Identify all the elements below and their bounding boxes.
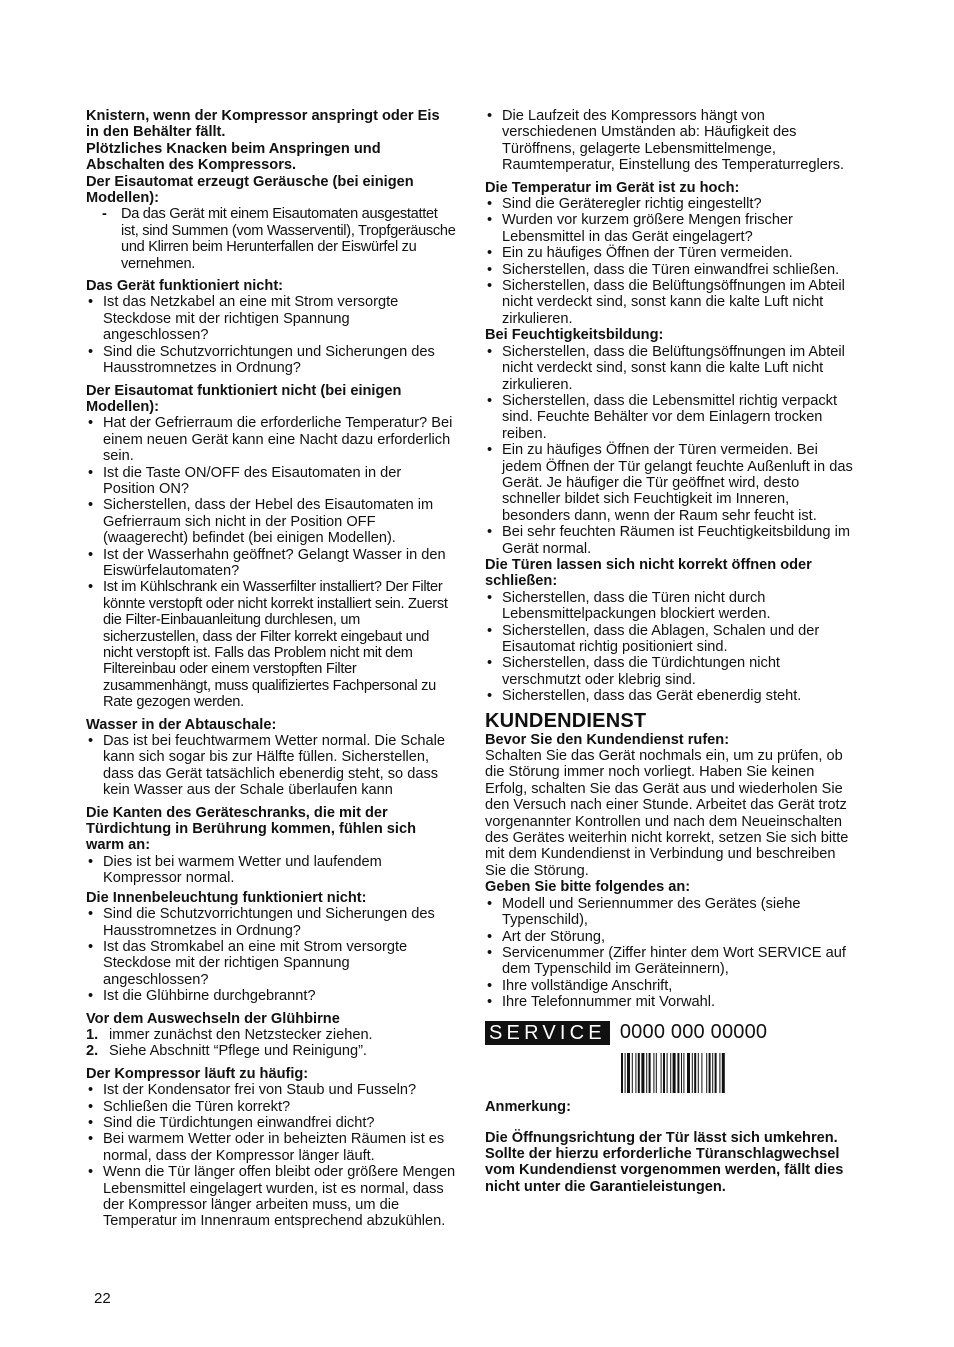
bullet-list xyxy=(485,896,855,1011)
bullet-dot: • xyxy=(88,294,94,311)
list-item: • Wenn die Tür länger offen bleibt oder größere Mengen Lebensmittel eingelagert wurden, ist es normal, dass der Kompressor länger arbeiten muss, um die Temperatur im Innenraum entsprechend abzukühlen. xyxy=(88,1164,456,1230)
list-item: • Ist das Netzkabel an eine mit Strom versorgte Steckdose mit der richtigen Spannung angeschlossen? xyxy=(88,294,399,344)
list-item: • Schließen die Türen korrekt? xyxy=(88,1098,291,1115)
dash-marker: - xyxy=(102,206,107,223)
bullet-list xyxy=(86,415,456,710)
list-item: • Sicherstellen, dass der Hebel des Eisautomaten im Gefrierraum sich nicht in der Position OFF (waagerecht) befindet (bei einigen Modellen). xyxy=(88,497,434,547)
bullet-dot: • xyxy=(487,245,493,262)
list-item: • Sicherstellen, dass die Belüftungsöffnungen im Abteil nicht verdeckt sind, sonst kann die kalte Luft nicht zirkulieren. xyxy=(487,278,845,327)
list-item: • Bei warmem Wetter oder in beheizten Räumen ist es normal, dass der Kompressor länger läuft. xyxy=(88,1131,445,1164)
intro-line: Der Eisautomat erzeugt Geräusche (bei einigen Modellen): xyxy=(86,173,414,207)
note-text: Die Öffnungsrichtung der Tür lässt sich umkehren. Sollte der hierzu erforderliche Türanschlagwechsel vom Kundendienst vorgenommen werden, fällt dies nicht unter die Garantieleistungen. xyxy=(485,1129,844,1195)
bullet-dot: • xyxy=(88,1082,94,1099)
section-heading: Wasser in der Abtauschale: xyxy=(86,716,277,733)
bullet-list xyxy=(485,108,855,174)
numbered-list xyxy=(86,1027,456,1060)
list-item: • Wurden vor kurzem größere Mengen frischer Lebensmittel in das Gerät eingelagert? xyxy=(487,212,793,245)
bullet-dot: • xyxy=(487,944,493,961)
service-number: 0000 000 00000 xyxy=(619,1021,768,1044)
bullet-dot: • xyxy=(487,895,493,912)
list-item: • Sicherstellen, dass die Türen nicht durch Lebensmittelpackungen blockiert werden. xyxy=(487,589,771,623)
section-heading: Die Kanten des Geräteschranks, die mit der Türdichtung in Berührung kommen, fühlen sich warm an: xyxy=(86,804,416,854)
list-item: • Das ist bei feuchtwarmem Wetter normal. Die Schale kann sich sogar bis zur Hälfte füllen. Sicherstellen, dass das Gerät tatsächlich ebenerdig steht, so dass kein Wasser aus der Schale überlaufen kann xyxy=(88,733,445,799)
bullet-list xyxy=(86,906,456,1004)
section-heading: Geben Sie bitte folgendes an: xyxy=(485,879,691,896)
right-column xyxy=(485,108,855,1195)
list-item: • Ist die Glühbirne durchgebrannt? xyxy=(88,988,316,1005)
bullet-dot: • xyxy=(88,906,94,923)
service-title: KUNDENDIENST xyxy=(485,709,647,732)
list-item: • Hat der Gefrierraum die erforderliche Temperatur? Bei einem neuen Gerät kann eine Nacht dazu erforderlich sein. xyxy=(88,415,453,465)
section-heading: Die Temperatur im Gerät ist zu hoch: xyxy=(485,179,740,196)
bullet-dot: • xyxy=(88,1098,94,1115)
bullet-dot: • xyxy=(88,1164,94,1181)
bullet-dot: • xyxy=(487,108,493,124)
list-item: • Sind die Schutzvorrichtungen und Sicherungen des Hausstromnetzes in Ordnung? xyxy=(88,906,435,939)
section-heading: Der Eisautomat funktioniert nicht (bei einigen Modellen): xyxy=(86,382,402,415)
bullet-dot: • xyxy=(88,546,94,563)
bullet-list xyxy=(485,196,855,327)
bullet-dot: • xyxy=(88,733,94,750)
icemaker-noise-list xyxy=(86,206,456,272)
list-item: 2. Siehe Abschnitt “Pflege und Reinigung”. xyxy=(86,1043,367,1060)
bullet-dot: • xyxy=(88,1114,94,1131)
bullet-dot: • xyxy=(487,977,493,994)
list-item: • Sicherstellen, dass die Türen einwandfrei schließen. xyxy=(487,261,840,278)
bullet-dot: • xyxy=(88,853,94,870)
bullet-dot: • xyxy=(88,343,94,360)
bullet-dot: • xyxy=(88,1131,94,1148)
bullet-dot: • xyxy=(487,655,493,672)
list-item: • Ist das Stromkabel an eine mit Strom versorgte Steckdose mit der richtigen Spannung angeschlossen? xyxy=(88,938,408,988)
list-item: • Sicherstellen, dass die Türdichtungen nicht verschmutzt oder klebrig sind. xyxy=(487,655,780,688)
list-item: • Ihre vollständige Anschrift, xyxy=(487,977,673,994)
list-item: • Ihre Telefonnummer mit Vorwahl. xyxy=(487,994,716,1011)
list-item: • Art der Störung, xyxy=(487,928,606,945)
list-item: • Ist die Taste ON/OFF des Eisautomaten in der Position ON? xyxy=(88,464,402,497)
bullet-dot: • xyxy=(487,343,493,360)
list-item: • Sind die Schutzvorrichtungen und Sicherungen des Hausstromnetzes in Ordnung? xyxy=(88,343,435,377)
list-item: • Ist der Kondensator frei von Staub und Fusseln? xyxy=(88,1082,417,1099)
bullet-dot: • xyxy=(487,622,493,639)
bullet-dot: • xyxy=(487,212,493,229)
bullet-dot: • xyxy=(88,497,94,514)
bullet-dot: • xyxy=(487,261,493,278)
section-heading: Das Gerät funktioniert nicht: xyxy=(86,278,284,295)
list-item: 1. immer zunächst den Netzstecker ziehen. xyxy=(86,1026,373,1043)
list-item: • Ist im Kühlschrank ein Wasserfilter installiert? Der Filter könnte verstopft oder nicht korrekt installiert sein. Zuerst die Filter-Einbauanleitung durchlesen, um sicherzustellen, dass der Filter korrekt eingebaut und nicht verstopft ist. Falls das Problem nicht mit dem Filtereinbau oder einem verstopften Filter zusammenhängt, muss qualifiziertes Fachpersonal zu Rate gezogen werden. xyxy=(88,579,448,711)
intro-line: Knistern, wenn der Kompressor anspringt oder Eis in den Behälter fällt. xyxy=(86,108,440,141)
bullet-dot: • xyxy=(88,415,94,432)
bullet-dot: • xyxy=(487,994,493,1011)
bullet-dot: • xyxy=(88,988,94,1005)
bullet-dot: • xyxy=(88,464,94,481)
section-heading: Vor dem Auswechseln der Glühbirne xyxy=(86,1010,340,1027)
list-item: • Sicherstellen, dass das Gerät ebenerdig steht. xyxy=(487,688,802,705)
bullet-list xyxy=(86,733,456,799)
bullet-dot: • xyxy=(88,579,93,596)
section-heading: Der Kompressor läuft zu häufig: xyxy=(86,1065,309,1082)
list-item: • Die Laufzeit des Kompressors hängt von verschiedenen Umständen ab: Häufigkeit des Türöffnens, gelagerte Lebensmittelmenge, Raumtemperatur, Einstellung des Temperaturreglers. xyxy=(487,108,845,174)
bullet-dot: • xyxy=(88,938,94,955)
bullet-list xyxy=(485,344,855,557)
section-heading: Die Türen lassen sich nicht korrekt öffnen oder schließen: xyxy=(485,556,812,590)
bullet-list xyxy=(86,294,456,376)
bullet-list xyxy=(485,590,855,705)
list-item: • Dies ist bei warmem Wetter und laufendem Kompressor normal. xyxy=(88,853,382,887)
bullet-list xyxy=(86,1082,456,1230)
service-paragraph: Schalten Sie das Gerät nochmals ein, um zu prüfen, ob die Störung immer noch vorliegt. Haben Sie keinen Erfolg, schalten Sie das Gerät aus und wiederholen Sie den Versuch nach einer Stunde. Arbeitet das Gerät trotz vorgenannter Kontrollen und nach dem Neueinschalten des Gerätes weiterhin nicht korrekt, setzen Sie sich bitte mit dem Kundendienst in Verbindung und beschreiben Sie die Störung. xyxy=(485,748,849,879)
list-item: • Modell und Seriennummer des Gerätes (siehe Typenschild), xyxy=(487,895,801,929)
list-item: - Da das Gerät mit einem Eisautomaten ausgestattet ist, sind Summen (vom Wasserventil), Tropfgeräusche und Klirren beim Herunterfallen der Eiswürfel zu vernehmen. xyxy=(102,206,456,272)
section-heading: Bei Feuchtigkeitsbildung: xyxy=(485,327,664,344)
bullet-dot: • xyxy=(487,196,493,213)
bullet-list xyxy=(86,854,456,887)
service-badge: SERVICE xyxy=(485,1021,610,1045)
section-heading: Die Innenbeleuchtung funktioniert nicht: xyxy=(86,889,367,906)
bullet-dot: • xyxy=(487,278,493,295)
list-item: • Sicherstellen, dass die Lebensmittel richtig verpackt sind. Feuchte Behälter vor dem Einlagern trocken reiben. xyxy=(487,392,838,442)
list-item: • Sind die Türdichtungen einwandfrei dicht? xyxy=(88,1114,375,1131)
bullet-dot: • xyxy=(487,442,493,459)
list-item: • Servicenummer (Ziffer hinter dem Wort SERVICE auf dem Typenschild im Geräteinnern), xyxy=(487,944,846,978)
service-label xyxy=(485,1021,855,1045)
bullet-dot: • xyxy=(487,524,493,541)
page-number: 22 xyxy=(94,1290,111,1307)
bullet-dot: • xyxy=(487,928,493,945)
bullet-dot: • xyxy=(487,688,493,705)
bullet-dot: • xyxy=(487,392,493,409)
list-item: • Sicherstellen, dass die Ablagen, Schalen und der Eisautomat richtig positioniert sind. xyxy=(487,622,820,655)
list-item: • Sind die Geräteregler richtig eingestellt? xyxy=(487,196,762,213)
list-item: • Ist der Wasserhahn geöffnet? Gelangt Wasser in den Eiswürfelautomaten? xyxy=(88,546,446,579)
list-item: • Bei sehr feuchten Räumen ist Feuchtigkeitsbildung im Gerät normal. xyxy=(487,524,850,557)
intro-line: Plötzliches Knacken beim Anspringen und Abschalten des Kompressors. xyxy=(86,140,381,174)
note-label: Anmerkung: xyxy=(485,1098,571,1115)
barcode-icon xyxy=(621,1053,771,1093)
list-item: • Ein zu häufiges Öffnen der Türen vermeiden. xyxy=(487,245,793,262)
section-heading: Bevor Sie den Kundendienst rufen: xyxy=(485,731,730,748)
list-item: • Ein zu häufiges Öffnen der Türen vermeiden. Bei jedem Öffnen der Tür gelangt feuchte Außenluft in das Gerät. Je häufiger die Tür geöffnet wird, desto schneller bildet sich Feuchtigkeit im Inneren, besonders dann, wenn der Raum sehr feucht ist. xyxy=(487,442,853,524)
left-column xyxy=(86,108,456,1230)
list-item: • Sicherstellen, dass die Belüftungsöffnungen im Abteil nicht verdeckt sind, sonst kann die kalte Luft nicht zirkulieren. xyxy=(487,343,845,393)
bullet-dot: • xyxy=(487,589,493,606)
